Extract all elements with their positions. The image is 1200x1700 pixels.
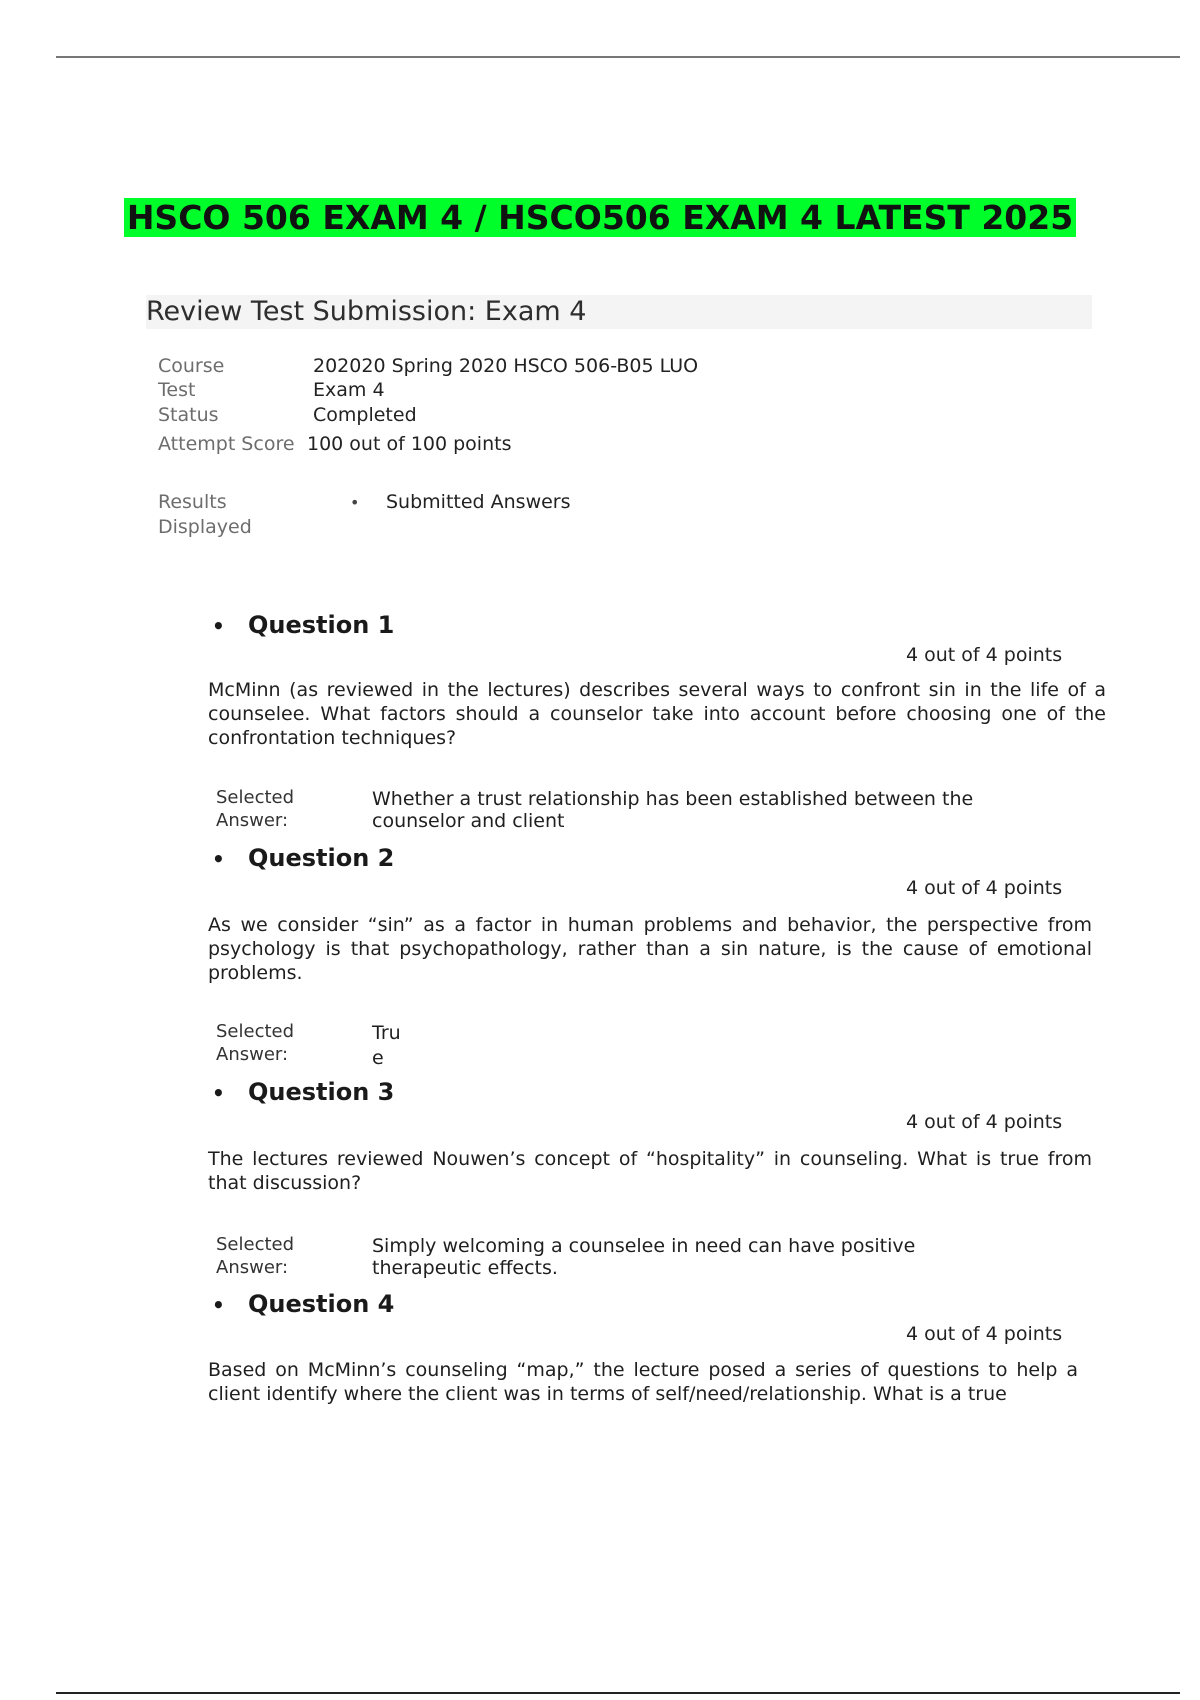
bullet-icon: • [212,1081,225,1105]
test-value: Exam 4 [313,379,385,401]
results-displayed-label: Results Displayed [158,491,252,538]
question-1-text: McMinn (as reviewed in the lectures) describes several ways to confront sin in the life of a counselee. What factors should a counselor take into account before choosing one of the confrontation techniques? [208,679,1106,749]
page-title: Review Test Submission: Exam 4 [146,295,1092,329]
status-value: Completed [313,404,417,426]
question-2-selected-answer: True [372,1022,401,1069]
question-1-selected-answer: Whether a trust relationship has been established between the counselor and client [372,788,974,832]
course-row [158,354,699,378]
question-4-text: Based on McMinn’s counseling “map,” the lecture posed a series of questions to help a client identify where the client was in terms of self/need/relationship. What is a true [208,1359,1078,1405]
question-title [212,843,394,874]
attempt-score-label: Attempt Score [158,433,295,455]
question-3-text: The lectures reviewed Nouwen’s concept of “hospitality” in counseling. What is true from that discussion? [208,1148,1092,1194]
test-label: Test [158,379,196,401]
document-title-highlight: HSCO 506 EXAM 4 / HSCO506 EXAM 4 LATEST 2025 [124,198,1076,237]
top-rule [56,56,1180,58]
status-row [158,403,417,427]
course-value: 202020 Spring 2020 HSCO 506-B05 LUO [313,355,699,377]
question-2-title: Question 2 [248,844,395,872]
question-4-points: 4 out of 4 points [906,1323,1063,1345]
question-3-title: Question 3 [248,1078,395,1106]
bottom-rule [56,1692,1180,1694]
question-2-points: 4 out of 4 points [906,877,1063,899]
question-1-selected-label: Selected Answer: [216,787,295,831]
document-title [0,196,1200,240]
question-1-points: 4 out of 4 points [906,644,1063,666]
attempt-score-value: 100 out of 100 points [307,433,512,455]
question-1-title: Question 1 [248,611,395,639]
question-2-text: As we consider “sin” as a factor in human problems and behavior, the perspective from psychology is that psychopathology, rather than a sin nature, is the cause of emotional problems. [208,914,1092,984]
course-label: Course [158,355,225,377]
question-title [212,1289,394,1320]
question-title [212,610,395,639]
results-displayed-value: Submitted Answers [386,491,571,513]
attempt-score-row [158,432,512,456]
question-title [212,1077,394,1108]
question-3-points: 4 out of 4 points [906,1111,1063,1133]
bullet-icon: • [212,1293,225,1317]
question-2-selected-label: Selected Answer: [216,1021,295,1065]
bullet-icon: • [350,493,360,512]
bullet-icon: • [212,847,225,871]
question-3-selected-label: Selected Answer: [216,1234,295,1278]
bullet-icon: • [212,614,225,638]
test-row [158,378,385,401]
question-4-title: Question 4 [248,1290,395,1318]
status-label: Status [158,404,219,426]
question-3-selected-answer: Simply welcoming a counselee in need can have positive therapeutic effects. [372,1235,916,1279]
